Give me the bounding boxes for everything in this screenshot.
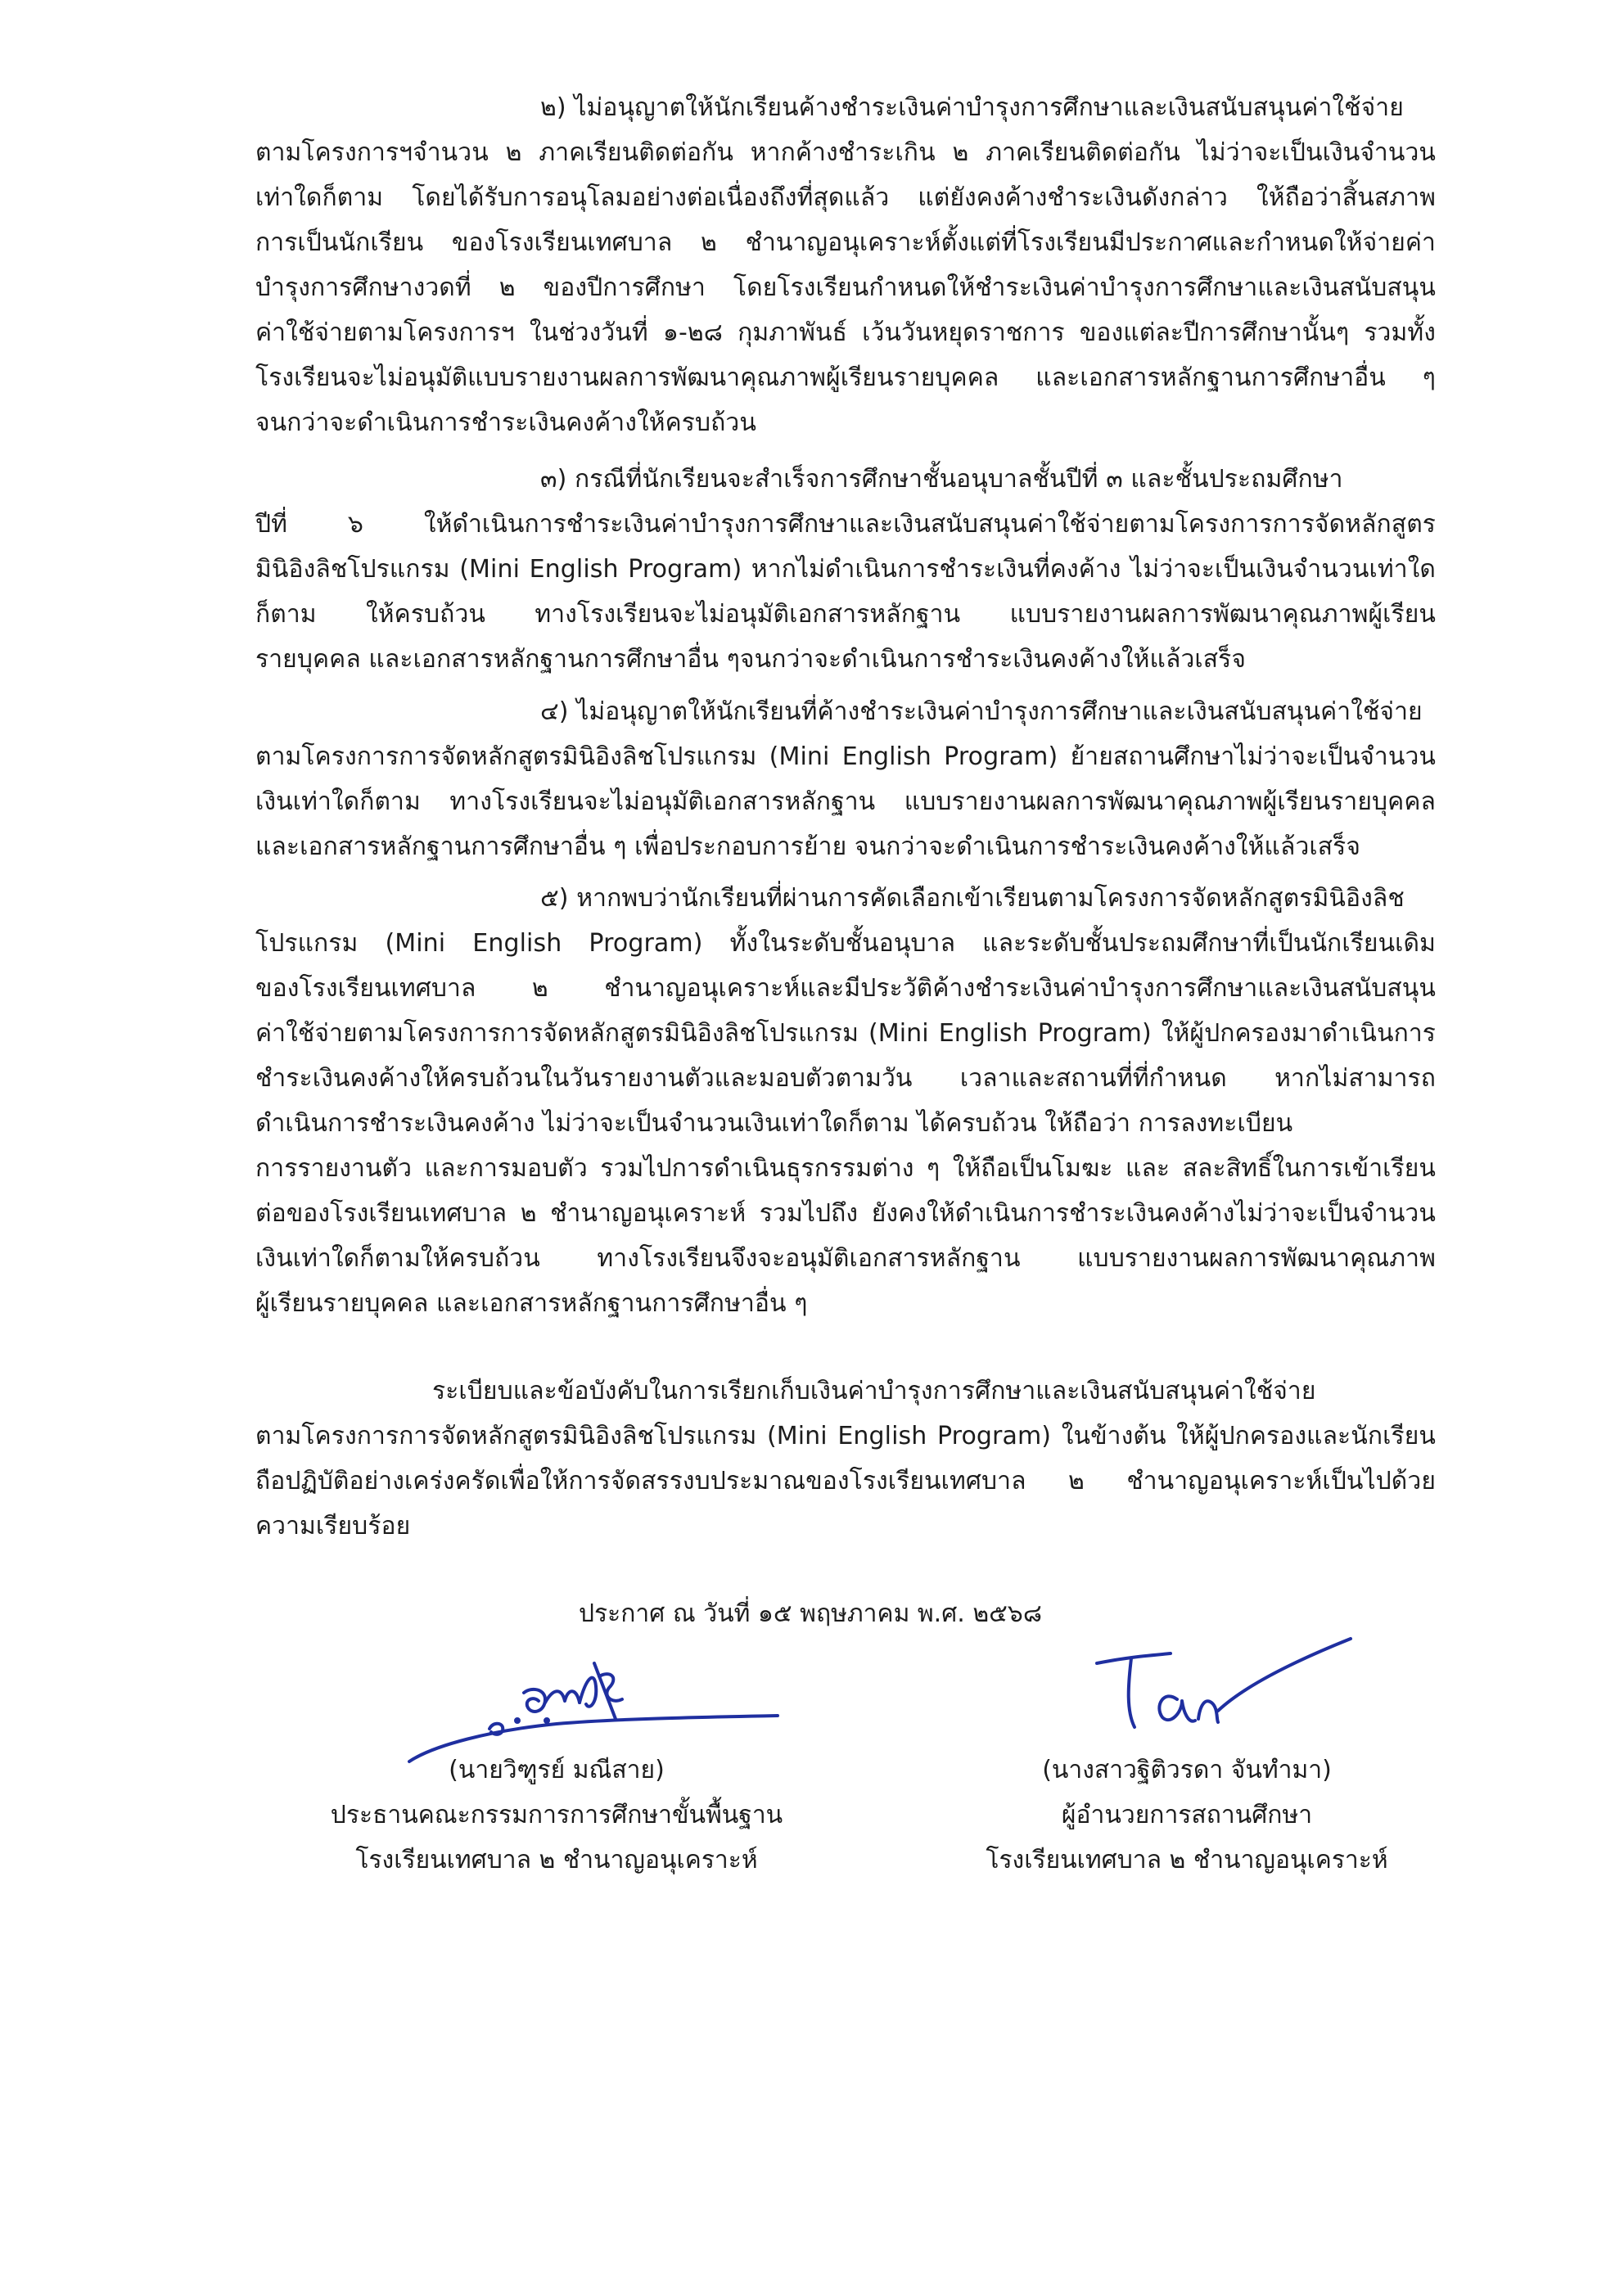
clause-2-line-6: ค่าใช้จ่ายตามโครงการฯ ในช่วงวันที่ ๑-๒๘ กุมภาพันธ์ เว้นวันหยุดราชการ ของแต่ละปีการศึกษานั้นๆ รวมทั้ง: [255, 318, 1436, 347]
closing-line-3: ถือปฏิบัติอย่างเคร่งครัดเพื่อให้การจัดสรรงบประมาณของโรงเรียนเทศบาล ๒ ชำนาญอนุเคราะห์เป็นไปด้วย: [255, 1467, 1436, 1495]
clause-5-line-5: ชำระเงินคงค้างให้ครบถ้วนในวันรายงานตัวและมอบตัวตามวัน เวลาและสถานที่ที่กำหนด หากไม่สามารถ: [255, 1064, 1436, 1093]
clause-3-line-4: ก็ตาม ให้ครบถ้วน ทางโรงเรียนจะไม่อนุมัติเอกสารหลักฐาน แบบรายงานผลการพัฒนาคุณภาพผู้เรียน: [255, 600, 1436, 629]
clause-4-line-1: ๔) ไม่อนุญาตให้นักเรียนที่ค้างชำระเงินค่าบำรุงการศึกษาและเงินสนับสนุนค่าใช้จ่าย: [540, 697, 1423, 726]
clause-5-line-9: เงินเท่าใดก็ตามให้ครบถ้วน ทางโรงเรียนจึงจะอนุมัติเอกสารหลักฐาน แบบรายงานผลการพัฒนาคุณภาพ: [255, 1244, 1436, 1273]
clause-4-line-4: และเอกสารหลักฐานการศึกษาอื่น ๆ เพื่อประกอบการย้าย จนกว่าจะดำเนินการชำระเงินคงค้างให้แล้วเสร็จ: [255, 832, 1361, 861]
clause-3-line-3: มินิอิงลิชโปรแกรม (Mini English Program) หากไม่ดำเนินการชำระเงินที่คงค้าง ไม่ว่าจะเป็นเงินจำนวนเท่าใด: [255, 555, 1436, 584]
clause-5-line-6: ดำเนินการชำระเงินคงค้าง ไม่ว่าจะเป็นจำนวนเงินเท่าใดก็ตาม ได้ครบถ้วน ให้ถือว่า การลงทะเบียน: [255, 1109, 1293, 1138]
clause-2-line-8: จนกว่าจะดำเนินการชำระเงินคงค้างให้ครบถ้วน: [255, 408, 756, 437]
clause-2-line-3: เท่าใดก็ตาม โดยได้รับการอนุโลมอย่างต่อเนื่องถึงที่สุดแล้ว แต่ยังคงค้างชำระเงินดังกล่าว ให้ถือว่าสิ้นสภาพ: [255, 183, 1436, 212]
closing-line-1: ระเบียบและข้อบังคับในการเรียกเก็บเงินค่าบำรุงการศึกษาและเงินสนับสนุนค่าใช้จ่าย: [432, 1377, 1316, 1405]
clause-2-line-5: บำรุงการศึกษางวดที่ ๒ ของปีการศึกษา โดยโรงเรียนกำหนดให้ชำระเงินค่าบำรุงการศึกษาและเงินสนับสนุน: [255, 273, 1436, 302]
announcement-date: ประกาศ ณ วันที่ ๑๕ พฤษภาคม พ.ศ. ๒๕๖๘: [579, 1599, 1042, 1628]
clause-5-line-8: ต่อของโรงเรียนเทศบาล ๒ ชำนาญอนุเคราะห์ รวมไปถึง ยังคงให้ดำเนินการชำระเงินคงค้างไม่ว่าจะเป็นจำนวน: [255, 1199, 1436, 1228]
left-signatory-position: ประธานคณะกรรมการการศึกษาขั้นพื้นฐาน: [330, 1801, 783, 1829]
clause-5-line-2: โปรแกรม (Mini English Program) ทั้งในระดับชั้นอนุบาล และระดับชั้นประถมศึกษาที่เป็นนักเรียนเดิม: [255, 929, 1436, 958]
clause-5-line-10: ผู้เรียนรายบุคคล และเอกสารหลักฐานการศึกษาอื่น ๆ: [255, 1289, 808, 1318]
clause-5-line-4: ค่าใช้จ่ายตามโครงการการจัดหลักสูตรมินิอิงลิชโปรแกรม (Mini English Program) ให้ผู้ปกครองมาดำเนินการ: [255, 1019, 1436, 1048]
right-signature-image: [1080, 1621, 1392, 1752]
closing-line-2: ตามโครงการการจัดหลักสูตรมินิอิงลิชโปรแกรม (Mini English Program) ในข้างต้น ให้ผู้ปกครองและนักเรียน: [255, 1422, 1436, 1450]
clause-4-line-2: ตามโครงการการจัดหลักสูตรมินิอิงลิชโปรแกรม (Mini English Program) ย้ายสถานศึกษาไม่ว่าจะเป็นจำนวน: [255, 742, 1436, 771]
clause-5-line-3: ของโรงเรียนเทศบาล ๒ ชำนาญอนุเคราะห์และมีประวัติค้างชำระเงินค่าบำรุงการศึกษาและเงินสนับสนุน: [255, 974, 1436, 1003]
clause-3-line-2: ปีที่ ๖ ให้ดำเนินการชำระเงินค่าบำรุงการศึกษาและเงินสนับสนุนค่าใช้จ่ายตามโครงการการจัดหลักสูตร: [255, 510, 1436, 539]
closing-line-4: ความเรียบร้อย: [255, 1512, 411, 1540]
right-signatory-name: (นางสาวฐิติวรดา จันทำมา): [1042, 1756, 1332, 1784]
left-signatory-organization: โรงเรียนเทศบาล ๒ ชำนาญอนุเคราะห์: [355, 1846, 758, 1874]
clause-2-line-1: ๒) ไม่อนุญาตให้นักเรียนค้างชำระเงินค่าบำรุงการศึกษาและเงินสนับสนุนค่าใช้จ่าย: [540, 93, 1404, 122]
clause-5-line-1: ๕) หากพบว่านักเรียนที่ผ่านการคัดเลือกเข้าเรียนตามโครงการจัดหลักสูตรมินิอิงลิช: [540, 884, 1405, 913]
clause-3-line-1: ๓) กรณีที่นักเรียนจะสำเร็จการศึกษาชั้นอนุบาลชั้นปีที่ ๓ และชั้นประถมศึกษา: [540, 465, 1343, 494]
right-signatory-organization: โรงเรียนเทศบาล ๒ ชำนาญอนุเคราะห์: [986, 1846, 1388, 1874]
right-signatory-position: ผู้อำนวยการสถานศึกษา: [1061, 1801, 1313, 1829]
clause-2-line-7: โรงเรียนจะไม่อนุมัติแบบรายงานผลการพัฒนาคุณภาพผู้เรียนรายบุคคล และเอกสารหลักฐานการศึกษาอื่น ๆ: [255, 363, 1436, 392]
clause-5-line-7: การรายงานตัว และการมอบตัว รวมไปการดำเนินธุรกรรมต่าง ๆ ให้ถือเป็นโมฆะ และ สละสิทธิ์ในการเข้าเรียน: [255, 1154, 1436, 1183]
clause-2-line-2: ตามโครงการฯจำนวน ๒ ภาคเรียนติดต่อกัน หากค้างชำระเกิน ๒ ภาคเรียนติดต่อกัน ไม่ว่าจะเป็นเงินจำนวน: [255, 138, 1436, 167]
clause-4-line-3: เงินเท่าใดก็ตาม ทางโรงเรียนจะไม่อนุมัติเอกสารหลักฐาน แบบรายงานผลการพัฒนาคุณภาพผู้เรียนรายบุคคล: [255, 787, 1436, 816]
clause-3-line-5: รายบุคคล และเอกสารหลักฐานการศึกษาอื่น ๆจนกว่าจะดำเนินการชำระเงินคงค้างให้แล้วเสร็จ: [255, 645, 1247, 674]
left-signatory-name: (นายวิฑูรย์ มณีสาย): [449, 1756, 665, 1784]
clause-2-line-4: การเป็นนักเรียน ของโรงเรียนเทศบาล ๒ ชำนาญอนุเคราะห์ตั้งแต่ที่โรงเรียนมีประกาศและกำหนดให้จ่ายค่า: [255, 228, 1436, 257]
